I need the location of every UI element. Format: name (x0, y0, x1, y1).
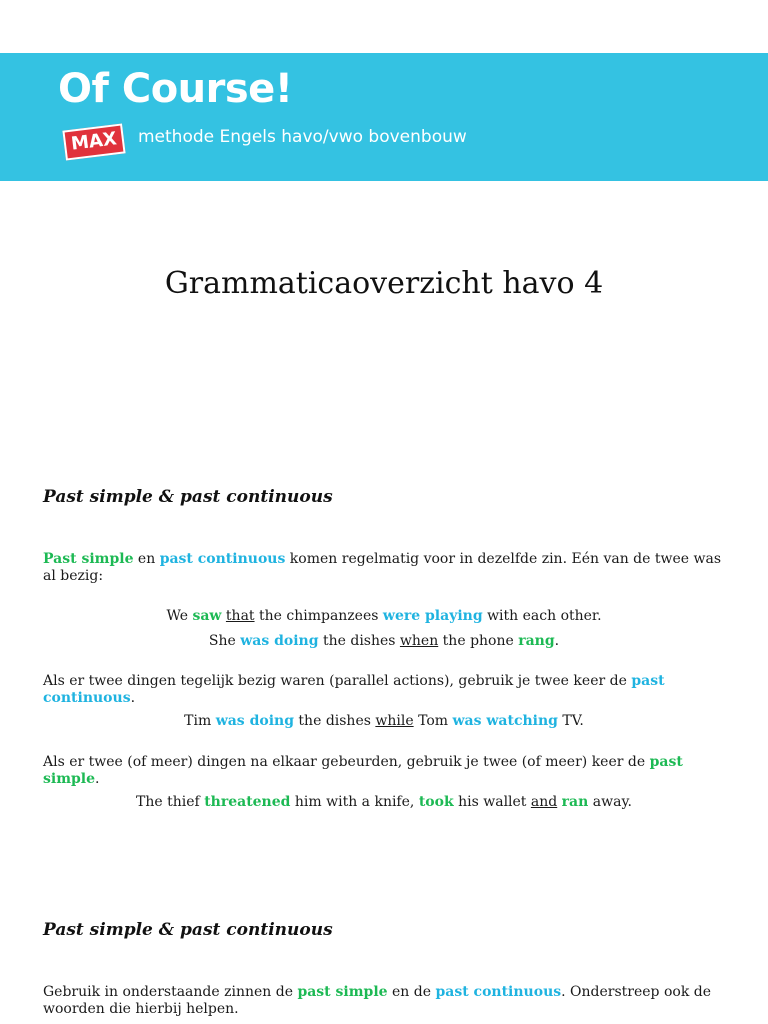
text: with each other. (482, 608, 602, 624)
text: . Onderstreep ook de woorden die hierbij helpen. (43, 984, 711, 1017)
header-banner (0, 53, 768, 181)
signal-word: and (530, 794, 558, 810)
section-heading-1: Past simple & past continuous (43, 487, 333, 507)
text: Tim (184, 713, 216, 729)
sequence-paragraph (43, 754, 733, 788)
verb-past-continuous: were playing (382, 608, 483, 624)
term-past-continuous: past continuous (435, 984, 562, 1000)
text: en (133, 551, 160, 567)
text: him with a knife, (290, 794, 419, 810)
text: en de (387, 984, 436, 1000)
example-sentence-2 (0, 633, 768, 650)
text: She (208, 633, 241, 649)
term-past-simple: Past simple (43, 551, 134, 567)
brand-tagline: methode Engels havo/vwo bovenbouw (138, 127, 467, 147)
signal-word: while (375, 713, 414, 729)
text: komen regelmatig voor in dezelfde zin. Eén van de twee was al bezig: (43, 551, 722, 584)
signal-word: when (399, 633, 439, 649)
text: Als er twee (of meer) dingen na elkaar gebeurden, gebruik je twee (of meer) keer de (43, 754, 650, 770)
term-past-simple: past simple (297, 984, 388, 1000)
text: the phone (438, 633, 519, 649)
instruction-paragraph (43, 984, 733, 1018)
text: the dishes (293, 713, 376, 729)
example-sentence-3 (0, 713, 768, 730)
text: the chimpanzees (254, 608, 383, 624)
intro-paragraph (43, 551, 733, 585)
parallel-actions-paragraph (43, 673, 733, 707)
text: . (130, 690, 136, 706)
text: Gebruik in onderstaande zinnen de (43, 984, 298, 1000)
term-past-continuous: past continuous (159, 551, 286, 567)
verb-past-simple: ran (561, 794, 589, 810)
brand-title: Of Course! (58, 66, 293, 112)
verb-past-simple: threatened (204, 794, 291, 810)
text: Als er twee dingen tegelijk bezig waren (parallel actions), gebruik je twee keer de (43, 673, 632, 689)
example-sentence-1 (0, 608, 768, 625)
text: away. (588, 794, 632, 810)
signal-word: that (225, 608, 255, 624)
term-past-continuous: past continuous (43, 673, 665, 706)
text: his wallet (453, 794, 531, 810)
verb-past-continuous: was watching (452, 713, 558, 729)
example-sentence-4 (0, 794, 768, 811)
text: the dishes (318, 633, 400, 649)
text: . (95, 771, 100, 787)
section-heading-2: Past simple & past continuous (43, 920, 333, 940)
max-logo: MAX (62, 123, 125, 160)
verb-past-continuous: was doing (215, 713, 294, 729)
text: The thief (136, 794, 205, 810)
term-past-simple: past simple (43, 754, 683, 787)
text: Tom (413, 713, 453, 729)
verb-past-simple: took (418, 794, 454, 810)
text: We (166, 608, 193, 624)
verb-past-simple: rang (518, 633, 555, 649)
verb-past-simple: saw (192, 608, 222, 624)
verb-past-continuous: was doing (240, 633, 319, 649)
text: TV. (557, 713, 584, 729)
text: . (554, 633, 560, 649)
document-title: Grammaticaoverzicht havo 4 (164, 266, 604, 301)
